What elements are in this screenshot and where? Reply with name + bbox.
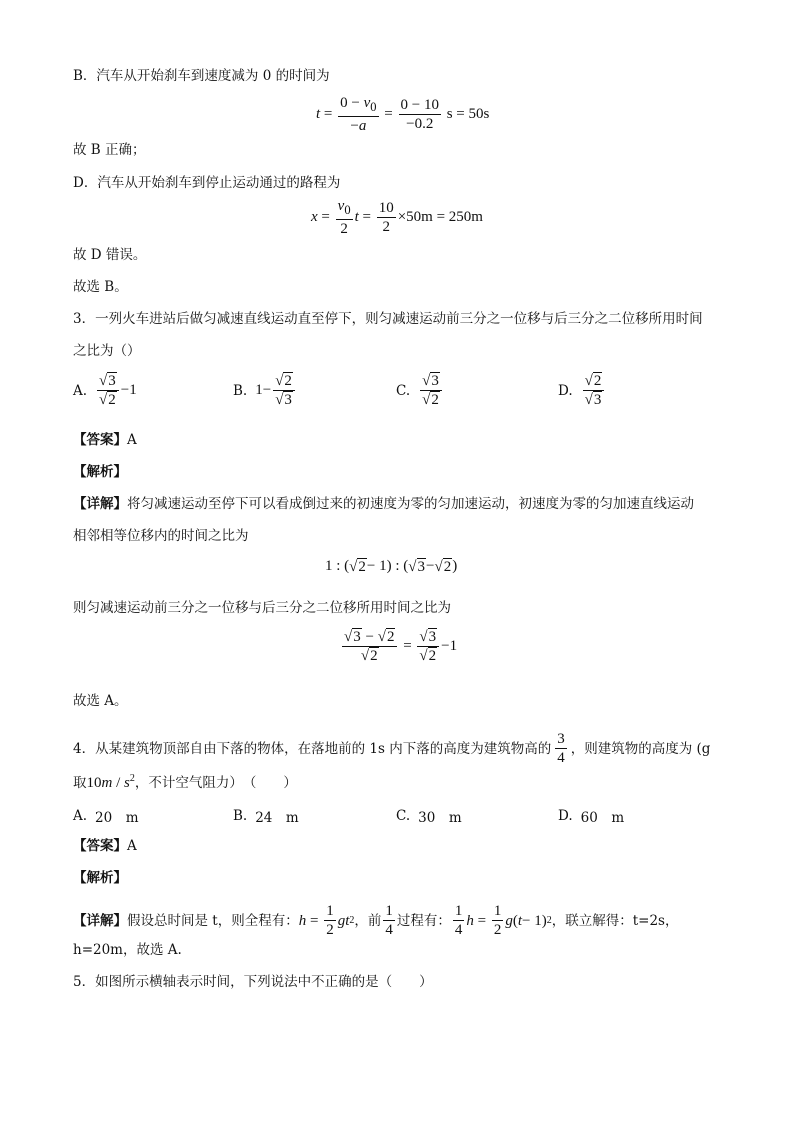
explanation-3 — [73, 494, 694, 514]
option-label: D. — [558, 382, 573, 399]
question-3-text-cont: 之比为（） — [73, 343, 141, 359]
text-line: 故 B 正确； — [73, 142, 146, 158]
analysis-heading-3: 【解析】 — [73, 464, 127, 480]
option-3a: A. √ 3 √ 2 −1 — [73, 373, 137, 408]
text-line: 故选 B。 — [73, 279, 128, 295]
explanation-3-cont2: 则匀减速运动前三分之一位移与后三分之二位移所用时间之比为 — [73, 600, 451, 616]
question-5-text: 5．如图所示横轴表示时间，下列说法中不正确的是（ ） — [73, 974, 433, 990]
explanation-3-cont: 相邻相等位移内的时间之比为 — [73, 528, 249, 544]
question-4-part1: 4．从某建筑物顶部自由下落的物体，在落地前的 1s 内下落的高度为建筑物高的 — [73, 740, 552, 757]
answer-3 — [73, 430, 137, 450]
question-4-text-cont: 取$10m / s^2$，不计空气阻力） （ ） — [73, 773, 297, 791]
option-4b: B. 24 m — [233, 808, 299, 826]
explanation-tag: 【详解】 — [73, 496, 127, 512]
option-3b: B. 1− √ 2 √ 3 — [233, 372, 297, 409]
option-4a: A. 20 m — [73, 808, 139, 826]
question-4-part2: ，则建筑物的高度为 (g — [570, 740, 711, 757]
option-3c: C. √ 3 √ 2 — [396, 372, 444, 409]
option-label: A. — [73, 382, 88, 399]
equation-distance: x = $\frac{v_0}{2}$ t = $\frac{10}{2}$ ×50m = 250m — [311, 198, 483, 237]
question-4-text: 4．从某建筑物顶部自由下落的物体，在落地前的 1s 内下落的高度为建筑物高的 $\frac{3}{4}$ ，则建筑物的高度为 (g — [73, 731, 711, 766]
answer-value: A — [127, 838, 137, 854]
option-3d: D. √ 2 √ 3 — [558, 372, 606, 409]
analysis-heading-4: 【解析】 — [73, 870, 127, 886]
option-label: C. — [396, 382, 411, 399]
pick-3: 故选 A。 — [73, 693, 128, 709]
equation-ratio: 1 : ( √ 2 − 1) : ( √ 3 − √ 2 ) — [325, 558, 458, 575]
answer-4 — [73, 836, 137, 856]
equation-result: √ 3 − √ 2 √ 2 = √ 3 √ 2 −1 — [344, 629, 458, 664]
option-4c: C. 30 m — [396, 808, 462, 826]
text-line: B．汽车从开始刹车到速度减为 0 的时间为 — [73, 68, 330, 84]
question-3-text: 3．一列火车进站后做匀减速直线运动直至停下，则匀减速运动前三分之一位移与后三分之二位移所用时间 — [73, 311, 703, 327]
answer-tag: 【答案】 — [73, 432, 127, 448]
explanation-4: 【详解】 假设总时间是 t，则全程有： h = $\frac{1}{2}$ gt 2 ，前 $\frac{1}{4}$ 过程有： $\frac{1}{4}$ h = $\frac{1}{2}$ g ( t − 1) 2 ，联立解得：t=2s， — [73, 903, 679, 938]
answer-value: A — [127, 432, 137, 448]
text-line: D．汽车从开始刹车到停止运动通过的路程为 — [73, 175, 341, 191]
option-label: B. — [233, 382, 248, 399]
equation-time: t = $\frac{0 - v_0}{-a}$ = $\frac{0 - 10}{-0.2}$ s = 50s — [316, 95, 490, 134]
explanation-4-cont: h=20m，故选 A. — [73, 942, 182, 958]
option-4d: D. 60 m — [558, 808, 625, 826]
text-line: 故 D 错误。 — [73, 247, 147, 263]
explanation-text: 将匀减速运动至停下可以看成倒过来的初速度为零的匀加速运动，初速度为零的匀加速直线运动 — [127, 496, 694, 512]
answer-tag: 【答案】 — [73, 838, 127, 854]
